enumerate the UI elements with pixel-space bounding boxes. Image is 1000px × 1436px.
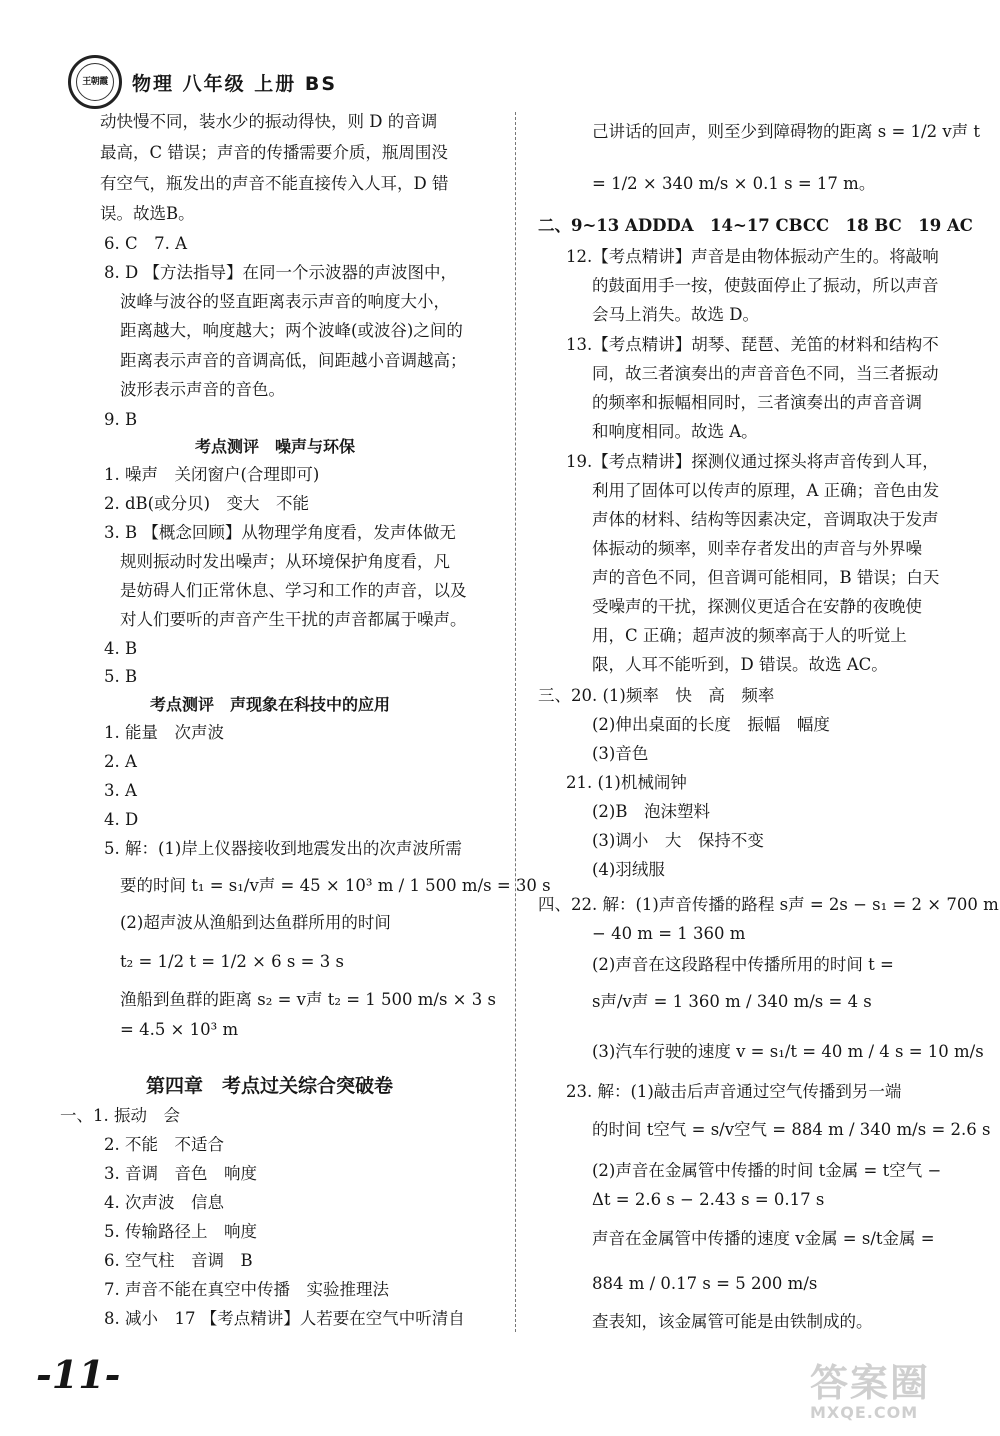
- formula-line: (3)汽车行驶的速度 v = s₁/t = 40 m / 4 s = 10 m/s: [592, 1042, 984, 1061]
- text-line: 误。故选B。: [100, 204, 195, 223]
- answer-item: 3. A: [104, 781, 137, 800]
- page-header: [68, 56, 337, 108]
- text-line: 的鼓面用手一按，使鼓面停止了振动，所以声音: [592, 276, 939, 295]
- text-line: 距离表示声音的音调高低，间距越小音调越高；: [120, 351, 467, 370]
- text-line: 体振动的频率，则幸存者发出的声音与外界噪: [592, 539, 922, 558]
- text-line: 波形表示声音的音色。: [120, 380, 285, 399]
- formula-line: 渔船到鱼群的距离 s₂ = v声 t₂ = 1 500 m/s × 3 s: [120, 990, 496, 1009]
- answer-item: 19.【考点精讲】探测仪通过探头将声音传到人耳，: [566, 452, 939, 471]
- answer-item: 8. 减小 17 【考点精讲】人若要在空气中听清自: [104, 1309, 465, 1328]
- watermark-text: 答案圈: [810, 1361, 931, 1405]
- text-line: 会马上消失。故选 D。: [592, 305, 759, 324]
- text-line: (4)羽绒服: [592, 860, 665, 879]
- formula-line: 要的时间 t₁ = s₁/v声 = 45 × 10³ m / 1 500 m/s = 30 s: [120, 876, 551, 895]
- book-title: 物理 八年级 上册 BS: [132, 72, 338, 95]
- text-line: (2)超声波从渔船到达鱼群所用的时间: [120, 913, 391, 932]
- answer-item: 4. D: [104, 810, 139, 829]
- text-line: 的频率和振幅相同时，三者演奏出的声音音调: [592, 393, 922, 412]
- text-line: 对人们要听的声音产生干扰的声音都属于噪声。: [120, 610, 467, 629]
- answer-item: 21. (1)机械闹钟: [566, 773, 687, 792]
- formula-line: 884 m / 0.17 s = 5 200 m/s: [592, 1274, 818, 1293]
- column-divider: [515, 112, 516, 1332]
- answer-item: 12.【考点精讲】声音是由物体振动产生的。将敲响: [566, 247, 939, 266]
- formula-line: = 1/2 × 340 m/s × 0.1 s = 17 m。: [592, 174, 876, 193]
- watermark: [810, 1352, 990, 1424]
- formula-line: 声音在金属管中传播的速度 v金属 = s/t金属 =: [592, 1229, 935, 1248]
- section-heading: 考点测评 噪声与环保: [195, 437, 356, 456]
- answer-item: 5. B: [104, 667, 138, 686]
- answer-item: 三、20. (1)频率 快 高 频率: [538, 686, 775, 705]
- text-line: 声体的材料、结构等因素决定，音调取决于发声: [592, 510, 939, 529]
- answer-item: 13.【考点精讲】胡琴、琵琶、羌笛的材料和结构不: [566, 335, 939, 354]
- formula-line: s声/v声 = 1 360 m / 340 m/s = 4 s: [592, 992, 872, 1011]
- text-line: 利用了固体可以传声的原理，A 正确；音色由发: [592, 481, 940, 500]
- answer-item: 2. A: [104, 752, 137, 771]
- answer-item: 4. B: [104, 639, 138, 658]
- text-line: 限，人耳不能听到，D 错误。故选 AC。: [592, 655, 888, 674]
- answer-item: 二、9~13 ADDDA 14~17 CBCC 18 BC 19 AC: [538, 216, 973, 235]
- formula-line: t₂ = 1/2 t = 1/2 × 6 s = 3 s: [120, 952, 344, 971]
- answer-item: 2. 不能 不适合: [104, 1135, 224, 1154]
- formula-line: 己讲话的回声，则至少到障碍物的距离 s = 1/2 v声 t: [592, 122, 981, 141]
- text-line: 查表知，该金属管可能是由铁制成的。: [592, 1312, 873, 1331]
- text-line: 同，故三者演奏出的声音音色不同，当三者振动: [592, 364, 939, 383]
- text-line: 最高，C 错误；声音的传播需要介质，瓶周围没: [100, 143, 448, 162]
- formula-line: = 4.5 × 10³ m: [120, 1020, 239, 1039]
- answer-item: 2. dB(或分贝) 变大 不能: [104, 494, 310, 513]
- answer-item: 9. B: [104, 410, 138, 429]
- answer-item: 23. 解：(1)敲击后声音通过空气传播到另一端: [566, 1082, 902, 1101]
- text-line: 和响度相同。故选 A。: [592, 422, 758, 441]
- text-line: (2)声音在这段路程中传播所用的时间 t =: [592, 955, 894, 974]
- logo-text: 王朝霞: [82, 76, 108, 87]
- answer-item: 6. C 7. A: [104, 234, 188, 253]
- formula-line: − 40 m = 1 360 m: [592, 924, 746, 943]
- chapter-heading: 第四章 考点过关综合突破卷: [146, 1075, 394, 1097]
- answer-item: 1. 噪声 关闭窗户(合理即可): [104, 465, 320, 484]
- text-line: 受噪声的干扰，探测仪更适合在安静的夜晚使: [592, 597, 922, 616]
- formula-line: Δt = 2.6 s − 2.43 s = 0.17 s: [592, 1190, 825, 1209]
- text-line: 距离越大，响度越大；两个波峰(或波谷)之间的: [120, 321, 463, 340]
- answer-item: 5. 传输路径上 响度: [104, 1222, 257, 1241]
- answer-item: 4. 次声波 信息: [104, 1193, 224, 1212]
- answer-item: 1. 能量 次声波: [104, 723, 224, 742]
- answer-item: 5. 解：(1)岸上仪器接收到地震发出的次声波所需: [104, 839, 462, 858]
- page-number: -11-: [36, 1352, 121, 1397]
- text-line: (3)音色: [592, 744, 649, 763]
- text-line: (2)伸出桌面的长度 振幅 幅度: [592, 715, 830, 734]
- text-line: (3)调小 大 保持不变: [592, 831, 764, 850]
- formula-line: 的时间 t空气 = s/v空气 = 884 m / 340 m/s = 2.6 s: [592, 1120, 991, 1139]
- text-line: 规则振动时发出噪声；从环境保护角度看，凡: [120, 552, 450, 571]
- answer-item: 8. D 【方法指导】在同一个示波器的声波图中，: [104, 263, 457, 282]
- text-line: 声的音色不同，但音调可能相同，B 错误；白天: [592, 568, 940, 587]
- answer-item: 四、22. 解：(1)声音传播的路程 s声 = 2s − s₁ = 2 × 700 m: [538, 895, 999, 914]
- text-line: 动快慢不同，装水少的振动得快，则 D 的音调: [100, 112, 438, 131]
- text-line: 是妨碍人们正常休息、学习和工作的声音，以及: [120, 581, 467, 600]
- section-heading: 考点测评 声现象在科技中的应用: [150, 695, 391, 714]
- answer-item: 3. 音调 音色 响度: [104, 1164, 257, 1183]
- text-line: (2)声音在金属管中传播的时间 t金属 = t空气 −: [592, 1161, 942, 1180]
- publisher-logo: [68, 55, 122, 109]
- text-line: (2)B 泡沫塑料: [592, 802, 710, 821]
- text-line: 波峰与波谷的竖直距离表示声音的响度大小，: [120, 292, 450, 311]
- text-line: 用，C 正确；超声波的频率高于人的听觉上: [592, 626, 907, 645]
- answer-item: 3. B 【概念回顾】从物理学角度看，发声体做无: [104, 523, 456, 542]
- answer-item: 6. 空气柱 音调 B: [104, 1251, 253, 1270]
- watermark-url: MXQE.COM: [810, 1403, 919, 1422]
- answer-item: 一、1. 振动 会: [60, 1106, 180, 1125]
- answer-item: 7. 声音不能在真空中传播 实验推理法: [104, 1280, 389, 1299]
- text-line: 有空气，瓶发出的声音不能直接传入人耳，D 错: [100, 174, 449, 193]
